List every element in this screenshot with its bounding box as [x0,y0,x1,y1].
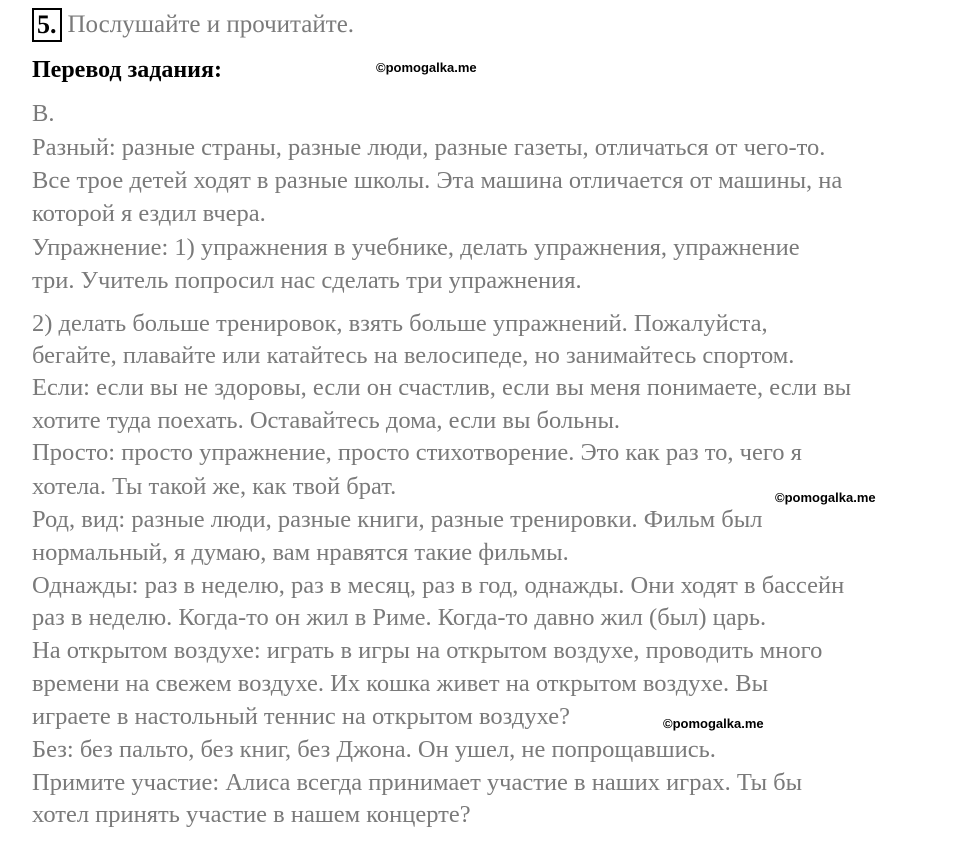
text-line: B. [32,100,55,127]
watermark: ©pomogalka.me [376,60,477,75]
text-line: нормальный, я думаю, вам нравятся такие фильмы. [32,539,569,566]
text-line: Все трое детей ходят в разные школы. Эта машина отличается от машины, на [32,167,843,194]
watermark: ©pomogalka.me [775,490,876,505]
text-line: На открытом воздухе: играть в игры на открытом воздухе, проводить много [32,637,823,664]
text-line: которой я ездил вчера. [32,200,266,227]
text-line: Род, вид: разные люди, разные книги, разные тренировки. Фильм был [32,506,763,533]
translation-heading: Перевод задания: [32,57,222,83]
text-line: Разный: разные страны, разные люди, разные газеты, отличаться от чего-то. [32,134,826,161]
text-line: времени на свежем воздухе. Их кошка живет на открытом воздухе. Вы [32,670,769,697]
text-line: Однажды: раз в неделю, раз в месяц, раз в год, однажды. Они ходят в бассейн [32,572,845,599]
text-line: три. Учитель попросил нас сделать три упражнения. [32,267,582,294]
text-line: Без: без пальто, без книг, без Джона. Он ушел, не попрощавшись. [32,736,716,763]
task-header [32,8,354,42]
watermark: ©pomogalka.me [663,716,764,731]
text-line: хотите туда поехать. Оставайтесь дома, если вы больны. [32,407,621,434]
text-line: хотела. Ты такой же, как твой брат. [32,473,397,500]
text-line: Просто: просто упражнение, просто стихотворение. Это как раз то, чего я [32,439,802,466]
task-number-box: 5. [32,8,62,42]
text-line: хотел принять участие в нашем концерте? [32,801,471,828]
text-line: играете в настольный теннис на открытом воздухе? [32,703,570,730]
text-line: Если: если вы не здоровы, если он счастлив, если вы меня понимаете, если вы [32,374,852,401]
text-line: 2) делать больше тренировок, взять больше упражнений. Пожалуйста, [32,310,768,337]
task-instruction: Послушайте и прочитайте. [67,11,355,38]
text-line: Примите участие: Алиса всегда принимает участие в наших играх. Ты бы [32,769,803,796]
text-line: бегайте, плавайте или катайтесь на велосипеде, но занимайтесь спортом. [32,342,795,369]
text-line: раз в неделю. Когда-то он жил в Риме. Когда-то давно жил (был) царь. [32,604,767,631]
text-line: Упражнение: 1) упражнения в учебнике, делать упражнения, упражнение [32,234,800,261]
